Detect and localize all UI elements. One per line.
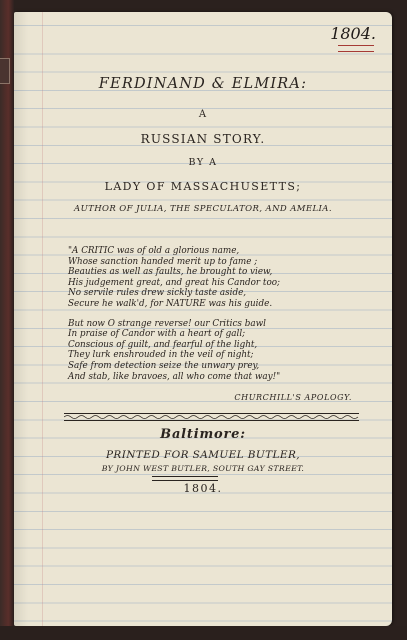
epigraph-attribution: CHURCHILL'S APOLOGY. — [234, 393, 352, 402]
imprint-city: Baltimore: — [160, 427, 246, 442]
epigraph-line: Beauties as well as faults, he brought to view, — [68, 267, 273, 278]
subtitle-article: A — [198, 109, 208, 120]
epigraph — [68, 246, 368, 391]
epigraph-line: They lurk enshrouded in the veil of night; — [68, 350, 254, 361]
epigraph-line: His judgement great, and great his Candor too; — [68, 277, 281, 288]
ornamental-rule — [64, 412, 359, 422]
epigraph-stanza-2 — [68, 319, 368, 383]
manuscript-page — [14, 12, 392, 626]
epigraph-line: In praise of Candor with a heart of gall; — [68, 329, 246, 340]
epigraph-line: No servile rules drew sickly taste aside, — [68, 288, 247, 299]
imprint-address: BY JOHN WEST BUTLER, SOUTH GAY STREET. — [101, 464, 305, 473]
imprint-year: 1804. — [183, 482, 223, 495]
epigraph-line: Whose sanction handed merit up to fame ; — [68, 256, 258, 267]
book-cover-edge — [0, 0, 14, 640]
epigraph-line: But now O strange reverse! our Critics bawl — [68, 318, 266, 329]
author-line: LADY OF MASSACHUSETTS; — [104, 180, 302, 193]
margin-line — [42, 12, 43, 626]
epigraph-line: Safe from detection seize the unwary prey, — [68, 360, 260, 371]
page-title: FERDINAND & ELMIRA: — [98, 76, 308, 92]
epigraph-stanza-1 — [68, 246, 368, 310]
imprint-printer: PRINTED FOR SAMUEL BUTLER, — [105, 449, 301, 461]
epigraph-line: Secure he walk'd, for NATURE was his guide. — [68, 298, 273, 309]
epigraph-line: "A CRITIC was of old a glorious name, — [68, 246, 240, 256]
bookmark-tab — [0, 58, 10, 84]
epigraph-line: Conscious of guilt, and fearful of the light, — [68, 339, 258, 350]
corner-date-underline — [338, 45, 374, 52]
byline-prefix: BY A — [188, 157, 218, 168]
book-cover-bottom — [0, 626, 407, 640]
imprint-rule — [152, 476, 218, 481]
corner-date: 1804. — [330, 24, 376, 43]
epigraph-line: And stab, like bravoes, all who come that way!" — [68, 371, 281, 382]
author-works: AUTHOR OF JULIA, THE SPECULATOR, AND AMELIA. — [74, 204, 332, 214]
subtitle: RUSSIAN STORY. — [140, 132, 266, 146]
